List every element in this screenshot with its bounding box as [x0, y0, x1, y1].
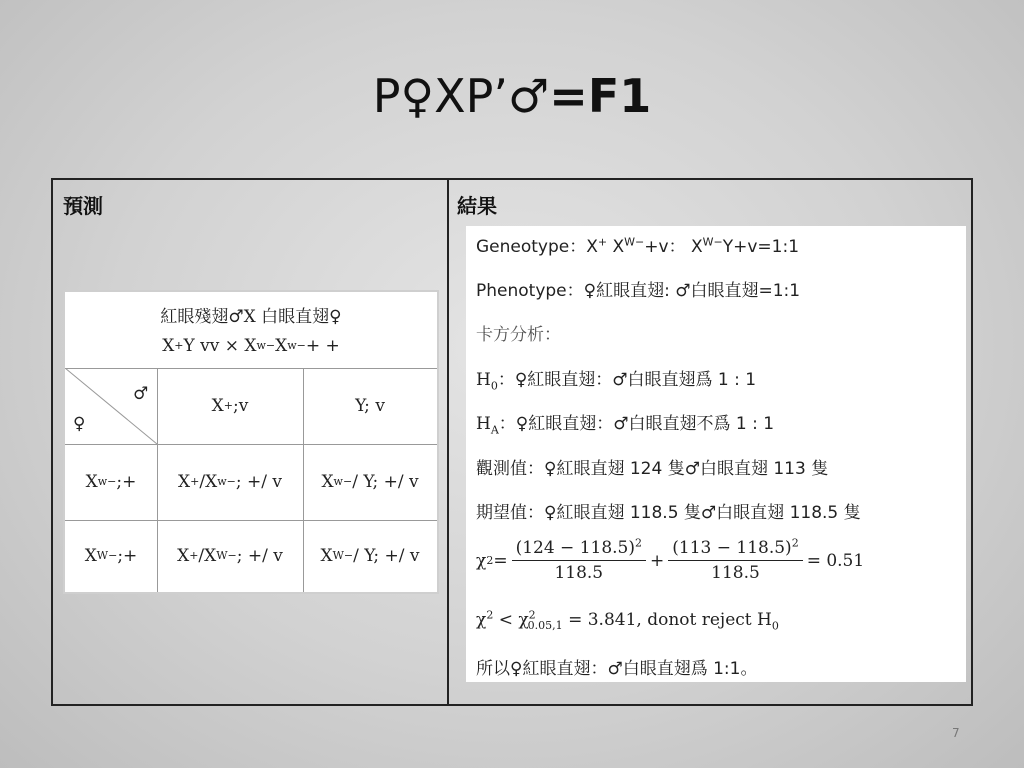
- result-header: 結果: [457, 194, 497, 218]
- col-header-1: X + ;v: [211, 396, 249, 416]
- cell-r1c1: X + /X w− ; +/ v: [178, 472, 282, 492]
- result-panel: [466, 226, 966, 682]
- slide-title: [0, 68, 1024, 124]
- phenotype-line: Phenotype：♀紅眼直翅: ♂白眼直翅=1:1: [476, 281, 801, 301]
- expected-line: 期望值：♀紅眼直翅 118.5 隻♂白眼直翅 118.5 隻: [476, 503, 861, 523]
- row-header-1: X w− ;+: [85, 472, 137, 492]
- column-divider: [447, 180, 449, 704]
- content-table: [51, 178, 973, 706]
- conclusion-line: 所以♀紅眼直翅：♂白眼直翅爲 1:1。: [476, 659, 758, 679]
- genotype-line: Geneotype：X+ $X^{W-}+v$： $X^{W-}Y+v=1:1$: [476, 235, 800, 257]
- row-header-2: X W− ;+: [84, 546, 138, 566]
- fraction-1: $\frac{(124 - 118.5)^2}{118.5}$: [512, 538, 646, 583]
- page-number: 7: [952, 726, 960, 740]
- cell-r1c2: X w− / Y; +/ v: [321, 472, 419, 492]
- cross-line-2: X + Y vv × X w− X w− + +: [162, 336, 340, 356]
- ha-line: $H_A$：♀紅眼直翅：♂白眼直翅不爲 1 : 1: [476, 414, 775, 437]
- title-f1: =F1: [549, 69, 652, 123]
- cell-r2c2: X W− / Y; +/ v: [320, 546, 420, 566]
- observed-line: 觀測值：♀紅眼直翅 124 隻♂白眼直翅 113 隻: [476, 459, 829, 479]
- title-cross: P♀XP’♂: [372, 69, 550, 123]
- punnett-square: [63, 290, 439, 594]
- female-symbol: ♀: [73, 414, 86, 434]
- chi-comparison-line: $\chi^2 < \chi^2_{0.05,1} = 3.841$, donot reject $H_0$: [476, 608, 779, 633]
- cell-r2c1: X + /X W− ; +/ v: [177, 546, 283, 566]
- prediction-header: 預測: [63, 194, 103, 218]
- fraction-2: $\frac{(113 - 118.5)^2}{118.5}$: [668, 538, 802, 583]
- chi-square-title: 卡方分析：: [476, 325, 561, 345]
- h0-line: $H_0$：♀紅眼直翅：♂白眼直翅爲 1 : 1: [476, 370, 757, 393]
- chi-square-equation: χ 2 = $\frac{(124 - 118.5)^2}{118.5}$ + $\frac{(113 - 118.5)^2}{118.5}$ = 0.51: [476, 536, 865, 583]
- cross-line-1: 紅眼殘翅♂X 白眼直翅♀: [160, 306, 342, 327]
- male-symbol: ♂: [133, 384, 149, 404]
- col-header-2: Y; v: [355, 396, 385, 416]
